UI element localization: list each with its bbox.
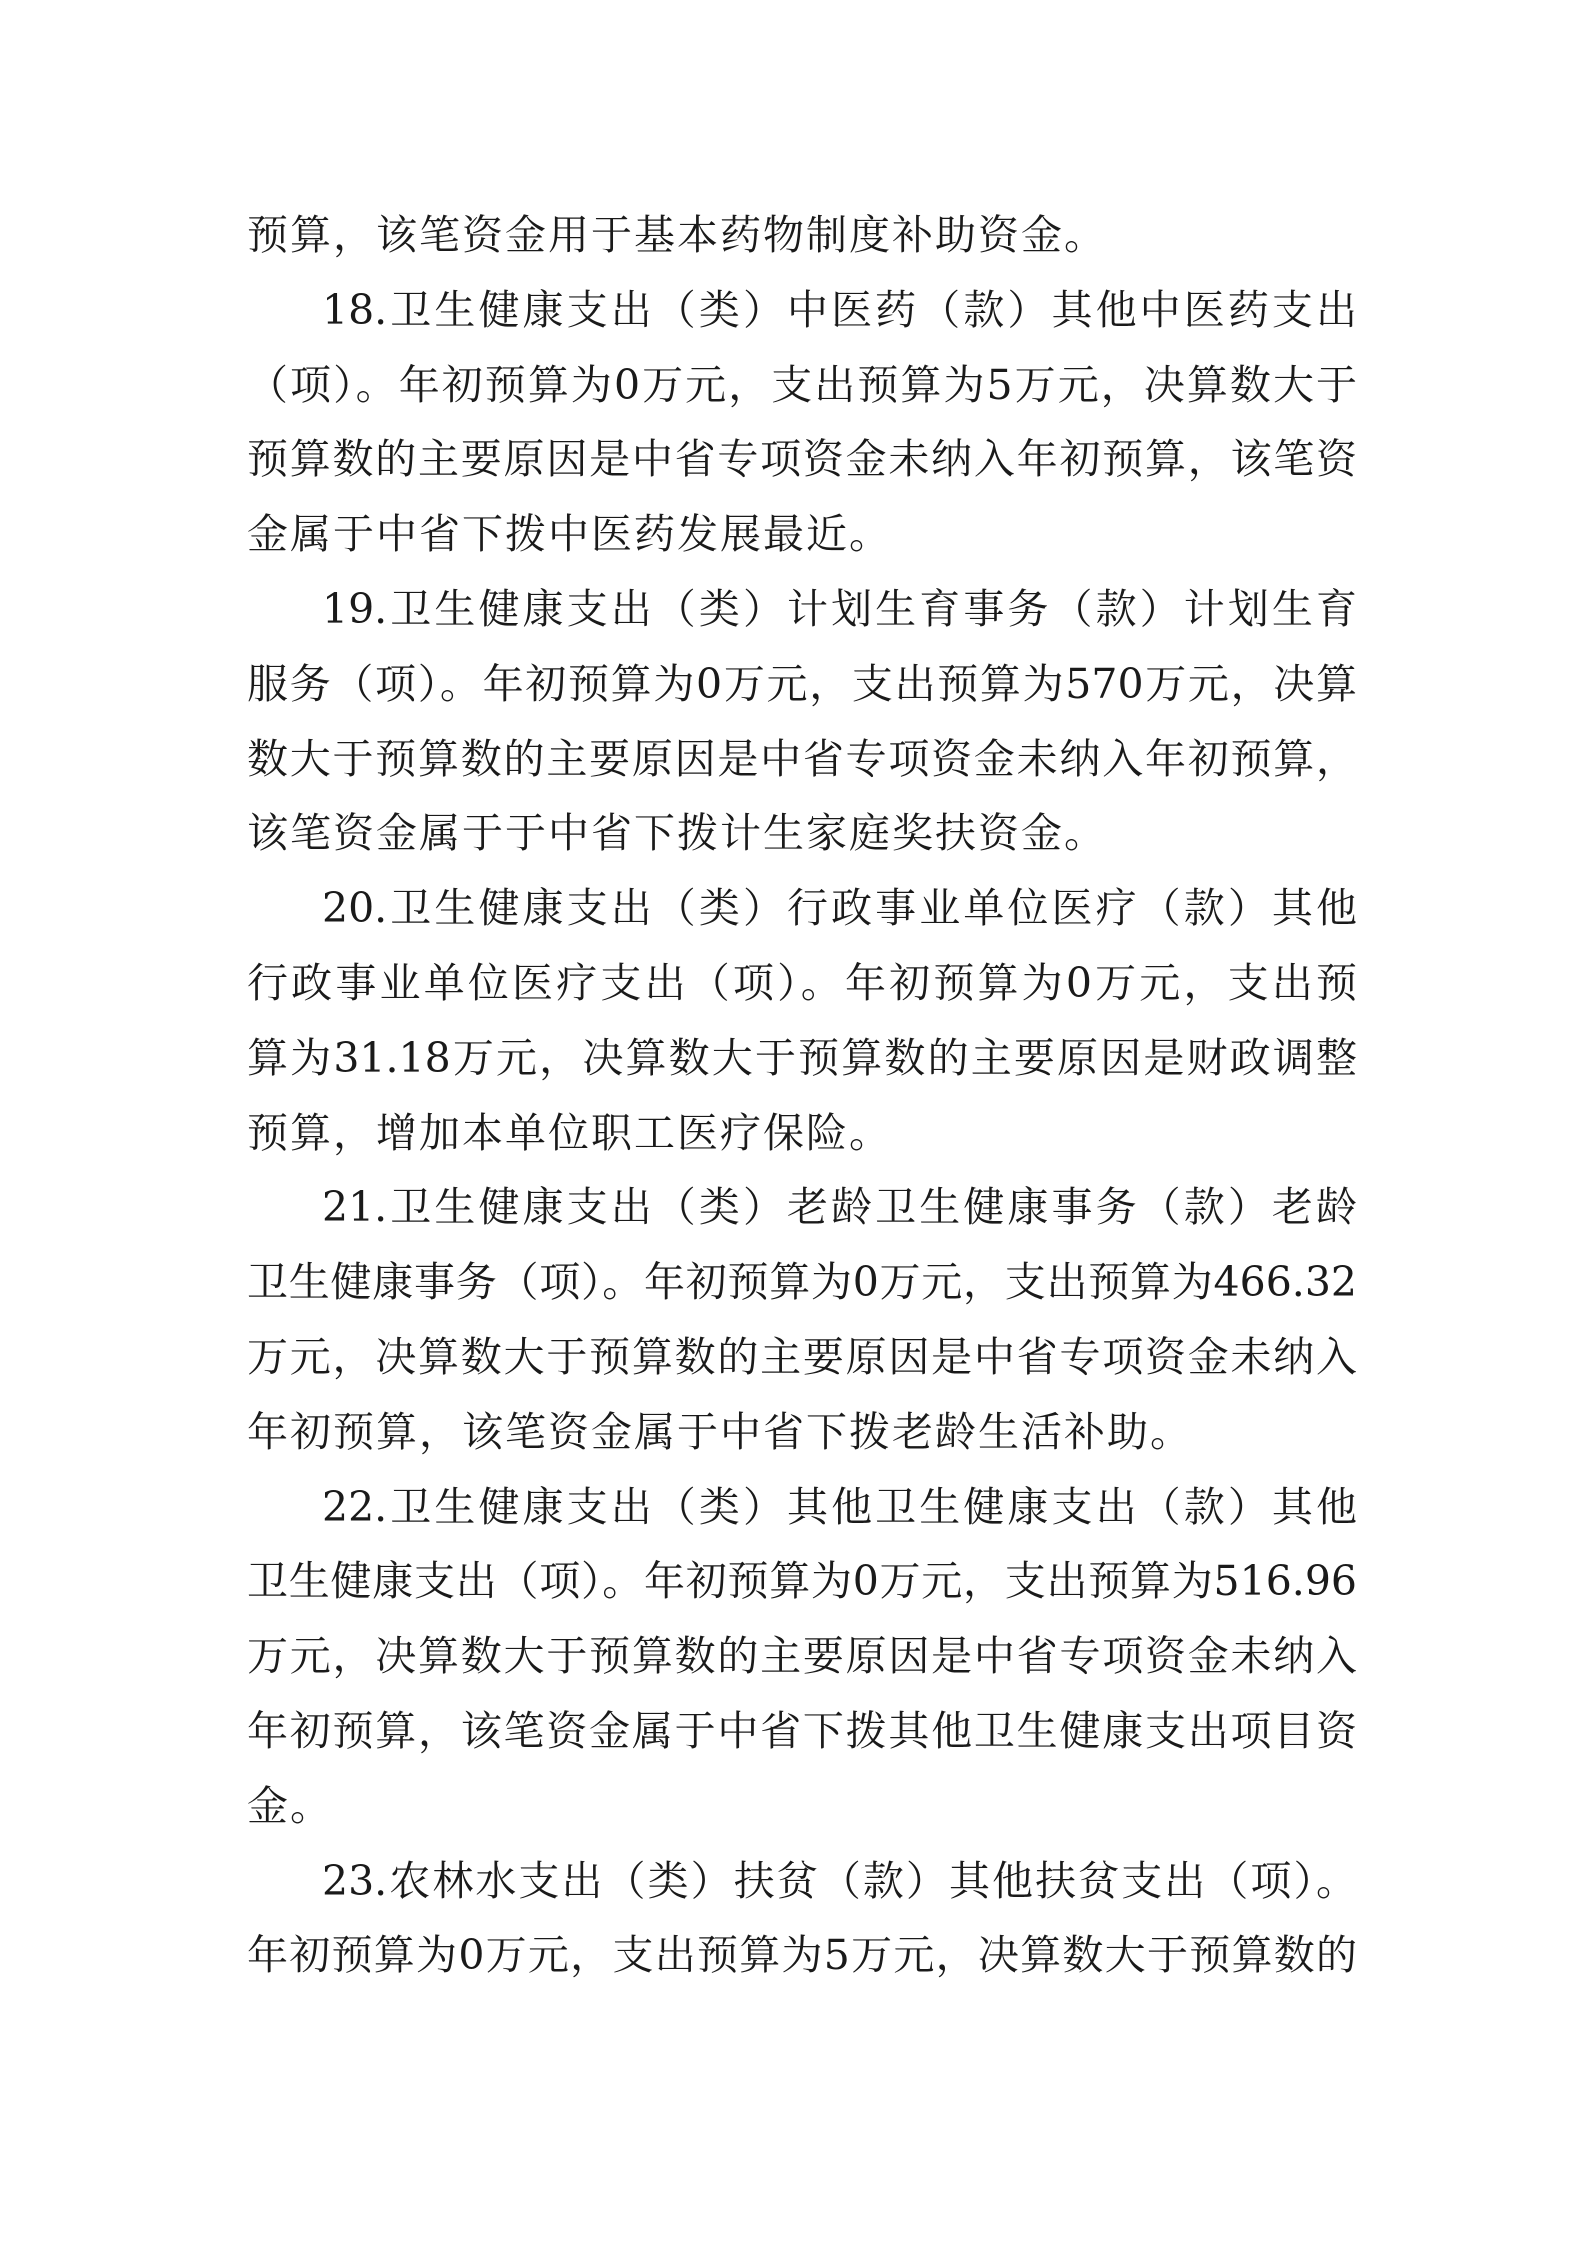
text-line: 万元，决算数大于预算数的主要原因是中省专项资金未纳入 <box>247 1632 1357 1681</box>
text-line: 服务（项）。年初预算为0万元，支出预算为570万元，决算 <box>247 659 1357 708</box>
text-line: 预算，该笔资金用于基本药物制度补助资金。 <box>247 211 1107 259</box>
text-line: 该笔资金属于于中省下拨计生家庭奖扶资金。 <box>247 809 1107 858</box>
paragraph-23-start: 23.农林水支出（类）扶贫（款）其他扶贫支出（项）。 <box>322 1856 1357 1905</box>
text-line: 年初预算为0万元，支出预算为5万元，决算数大于预算数的 <box>247 1931 1357 1980</box>
paragraph-21-start: 21.卫生健康支出（类）老龄卫生健康事务（款）老龄 <box>322 1183 1357 1232</box>
text-line: 卫生健康事务（项）。年初预算为0万元，支出预算为466.32 <box>247 1258 1357 1307</box>
paragraph-18-start: 18.卫生健康支出（类）中医药（款）其他中医药支出 <box>322 285 1357 334</box>
text-line: 行政事业单位医疗支出（项）。年初预算为0万元，支出预 <box>247 958 1357 1007</box>
text-line: 预算，增加本单位职工医疗保险。 <box>247 1108 892 1157</box>
text-line: 万元，决算数大于预算数的主要原因是中省专项资金未纳入 <box>247 1332 1357 1381</box>
paragraph-22-start: 22.卫生健康支出（类）其他卫生健康支出（款）其他 <box>322 1482 1357 1531</box>
text-line: 金属于中省下拨中医药发展最近。 <box>247 510 892 559</box>
text-line: 年初预算，该笔资金属于中省下拨老龄生活补助。 <box>247 1407 1193 1456</box>
text-line: 数大于预算数的主要原因是中省专项资金未纳入年初预算， <box>247 734 1357 783</box>
body-text <box>247 198 1357 1993</box>
text-line: 卫生健康支出（项）。年初预算为0万元，支出预算为516.96 <box>247 1557 1357 1606</box>
text-line: 算为31.18万元，决算数大于预算数的主要原因是财政调整 <box>247 1033 1357 1082</box>
text-line: 预算数的主要原因是中省专项资金未纳入年初预算，该笔资 <box>247 435 1357 484</box>
text-line: （项）。年初预算为0万元，支出预算为5万元，决算数大于 <box>247 360 1357 409</box>
text-line: 金。 <box>247 1781 333 1830</box>
paragraph-20-start: 20.卫生健康支出（类）行政事业单位医疗（款）其他 <box>322 884 1357 933</box>
text-line: 年初预算，该笔资金属于中省下拨其他卫生健康支出项目资 <box>247 1706 1357 1755</box>
paragraph-19-start: 19.卫生健康支出（类）计划生育事务（款）计划生育 <box>322 584 1357 633</box>
